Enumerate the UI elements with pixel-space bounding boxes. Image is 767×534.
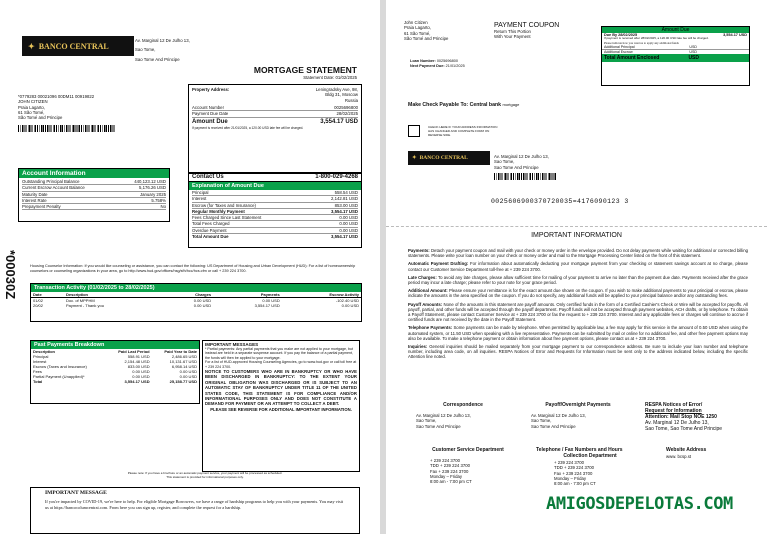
table-cell: Payment - Thank you xyxy=(66,303,104,308)
telephone-hours-block xyxy=(536,447,644,486)
payoff-address xyxy=(523,402,633,429)
phone-line: TDD + 239 224 3700 xyxy=(554,465,595,471)
customer-ref: *0779283 00021096 00DM11 00919822 xyxy=(18,94,95,99)
website-title: Website Address xyxy=(666,447,707,453)
explanation-value: 558.54 USD xyxy=(334,190,358,195)
amount-due-value: 3,554.17 USD xyxy=(320,118,358,125)
property-label: Property Address: xyxy=(192,87,230,92)
bank-address-line: Av. Marginal 12 De Julho 13, xyxy=(135,38,190,43)
website-block xyxy=(666,447,746,459)
explanation-value: 2,142.81 USD xyxy=(331,196,358,202)
past-payments-table xyxy=(31,349,199,384)
info-label: Interest Rate xyxy=(22,197,47,203)
side-code xyxy=(2,250,22,310)
respa-title: Request for Information xyxy=(645,408,702,414)
bankruptcy-notice: NOTICE TO CUSTOMERS WHO ARE IN BANKRUPTCY OR WHO HAVE BEEN DISCHARGED IN BANKRUPTCY: TO THE EXTENT YOUR ORIGINAL OBLIGATION WAS DISCHARGED OR IS SUBJECT TO AN AUTOMATIC STAY OF BANKRUPTCY UNDER TITLE 11 OF THE UNITED STATES CODE, THIS STATEMENT IS FOR COMPLIANCE AND/OR INFORMATIONAL PURPOSES ONLY AND DOES NOT CONSTITUTE A DEMAND FOR PAYMENT OR AN ATTEMPT TO COLLECT A DEBT. xyxy=(205,369,357,407)
customer-address-line: São Tomé and Principe xyxy=(18,115,63,121)
info-heading: Automatic Payment Drafting: xyxy=(408,261,469,267)
phone-line: + 239 224 3700 xyxy=(430,458,460,463)
info-text: To avoid any late charges, please allow sufficient time for mailing of your payment to arrive no later than the payment due date. Payments received after the grace period may incur a late charge; please refer to your note for your grace period. xyxy=(408,274,748,286)
explanation-label: Overdue Payment xyxy=(192,227,227,233)
table-header: Description xyxy=(33,349,56,354)
phone-line: Monday – Friday xyxy=(554,475,587,481)
coupon-subtitle: With Your Payment xyxy=(494,34,531,40)
table-cell: 833.00 USD xyxy=(127,364,150,369)
info-heading: Payments: xyxy=(408,248,430,253)
coupon-page xyxy=(386,0,767,534)
statement-page xyxy=(0,0,380,534)
explanation-label: Interest xyxy=(192,196,207,202)
table-cell: 558.91 USD xyxy=(127,354,150,359)
past-payments-title: Past Payments Breakdown xyxy=(31,341,199,349)
loan-value: 0025696800 xyxy=(436,59,458,63)
coupon-amount-title: Amount Due xyxy=(602,27,749,33)
total-due-label: Total Amount Due xyxy=(192,234,229,240)
account-number-label: Account Number xyxy=(192,105,225,110)
address-line: Av. Marginal 12 De Julho 13, xyxy=(416,413,471,418)
info-text: General inquiries should be mailed separately from your mortgage payment to our correspondence address. Be sure to include your loan number and telephone number, including area code, on all inquiries. RESPA Notices of Error and Requests for Information must be sent only to the address indicated below, including the specific Attention line noted. xyxy=(408,344,748,360)
account-number-value: 0025696800 xyxy=(334,105,358,110)
info-text: Please ensure your remittance is for the exact amount due shown on the coupon. If you wish to make additional payments to your principal or escrow, please indicate the amounts in the area specified on the coupon. If you do not specify, any additional funds will be applied to your principal balance and/or any outstanding fees. xyxy=(408,288,748,299)
phone-line: 8:00 am - 7:00 pm CT xyxy=(430,479,472,485)
explanation-title: Explanation of Amount Due xyxy=(189,182,361,190)
table-cell: 3,554.17 USD xyxy=(124,379,150,384)
additional-label: Additional Escrow xyxy=(604,49,633,54)
postal-barcode xyxy=(18,125,116,132)
account-information-rows xyxy=(19,178,169,211)
property-line: Leningradsky Ave, 98, xyxy=(315,87,358,92)
amount-due-label: Amount Due xyxy=(192,118,228,125)
table-cell: Fees xyxy=(33,369,42,374)
info-title: IMPORTANT INFORMATION xyxy=(531,232,622,239)
correspondence-address xyxy=(408,402,518,429)
table-cell: 2,486.65 USD xyxy=(171,354,197,359)
info-text: For information about automatically deducting your mortgage payment from your checking or statement savings account at no charge, please contact our Customer Service Department toll-free at + 239 224 3700. xyxy=(408,261,748,272)
due-by-amount: 3,554.17 USD xyxy=(723,33,747,37)
phone-title: Collection Department xyxy=(563,453,617,459)
table-header: Payments xyxy=(260,292,280,297)
explanation-value: 0.00 USD xyxy=(339,227,358,233)
phone-line: Fax + 239 224 3700 xyxy=(430,468,469,474)
customer-name: JOHN CITIZEN xyxy=(18,99,48,105)
see-reverse-notice: PLEASE SEE REVERSE FOR ADDITIONAL IMPORTANT INFORMATION. xyxy=(210,406,352,412)
info-value: 5.758% xyxy=(151,197,166,203)
info-value: No xyxy=(160,204,166,210)
table-cell: 6,958.14 USD xyxy=(171,364,197,369)
table-header: Description xyxy=(66,292,89,297)
coupon-other-note: Please indicate how you want us to apply any additional funds xyxy=(604,40,679,45)
statement-title: MORTGAGE STATEMENT xyxy=(253,65,357,75)
bank-name: BANCO CENTRAL xyxy=(38,41,109,51)
property-line: Russia xyxy=(344,97,358,103)
past-payments-box xyxy=(30,340,200,404)
customer-address-line: 61 São Tomé, xyxy=(18,109,45,115)
explanation-label: Principal xyxy=(192,190,209,195)
coupon-address-line: 61 São Tomé, xyxy=(404,30,431,36)
bank-address-line: Sao Tome And Principe xyxy=(135,56,180,62)
info-heading: Payoff Amounts: xyxy=(408,301,443,307)
info-heading: Additional Amount: xyxy=(408,288,448,294)
info-text: Detach your payment coupon and mail with your check or money order in the envelope provided. Do not delay payments while waiting for additional or corrected billing statements. Please write your loan number on your check or money order and mail to the Mortgage Processing Center listed on the front of this statement. xyxy=(408,248,748,259)
address-change-text: CHECK HERE IF YOUR ADDRESS INFORMATION HAS CHANGED AND COMPLETE FORM ON REVERSE SIDE. xyxy=(428,125,498,137)
phone-line: + 239 224 3700 xyxy=(554,460,584,465)
due-date-value: 28/02/2025 xyxy=(336,111,358,117)
coupon-bank-logo xyxy=(408,151,490,165)
table-cell: 25,158.77 USD xyxy=(169,379,197,384)
coupon-bank-address xyxy=(494,154,556,180)
table-cell: Interest xyxy=(33,359,47,364)
transaction-box xyxy=(30,283,362,322)
address-change-checkbox[interactable] xyxy=(408,125,420,137)
account-information-title: Account Information xyxy=(19,169,169,178)
info-value: 440,123.12 USD xyxy=(134,179,166,184)
coupon-header xyxy=(494,22,559,40)
footnote: Please note: If you have a brochure or an automatic payment service, your payment will be processed as scheduled. xyxy=(127,471,283,475)
address-line: Sao Tome And Principe xyxy=(531,423,576,429)
footnotes xyxy=(60,472,350,479)
table-cell: Principal xyxy=(33,354,49,359)
explanation-box xyxy=(188,172,362,248)
explanation-value: 0.00 USD xyxy=(339,221,358,227)
next-due-label: Next Payment Due: xyxy=(410,64,445,69)
important-messages-title: IMPORTANT MESSAGES xyxy=(205,342,259,347)
table-cell: 0.00 USD xyxy=(262,298,280,303)
bank-emblem-icon: ✦ xyxy=(28,41,35,51)
bank-address xyxy=(135,38,190,62)
respa-address xyxy=(645,402,749,432)
coupon-address-line: Praia Lagarto, xyxy=(404,25,431,31)
phone-line: TDD + 239 224 3700 xyxy=(430,463,471,469)
watermark-text: AMIGOSDEPELOTAS.COM xyxy=(546,494,733,514)
table-row xyxy=(31,303,361,308)
important-messages-box xyxy=(202,340,360,472)
phone-title: Customer Service Department xyxy=(432,447,504,453)
additional-unit: USD xyxy=(689,44,697,49)
info-label: Prepayment Penalty xyxy=(22,204,61,210)
explanation-rows xyxy=(189,190,361,239)
address-line: Sao Tome, xyxy=(416,418,437,424)
statement-date: Statement Date: 01/02/2025 xyxy=(303,75,357,80)
transaction-table xyxy=(31,292,361,308)
check-payable-label: Make Check Payable To: Central bank xyxy=(408,102,502,108)
due-date-label: Payment Due Date xyxy=(192,111,229,117)
info-heading: Telephone Payments: xyxy=(408,325,453,331)
property-line: Bldg 31, Moscow xyxy=(325,92,358,98)
micr-line: 0025606900370720035=4176090123 3 xyxy=(491,198,629,205)
total-due-value: 3,554.17 USD xyxy=(331,234,358,240)
table-cell: 0.00 USD xyxy=(179,369,197,374)
table-header: Escrow Activity xyxy=(329,292,359,297)
check-payable xyxy=(408,102,519,108)
table-header: Charges xyxy=(195,292,212,297)
transaction-title: Transaction Activity (01/02/2025 to 28/02/2025) xyxy=(31,284,361,292)
coupon-title: PAYMENT COUPON xyxy=(494,22,560,29)
info-text: None of the amounts in this statement are payoff amounts. Only certified funds in the form of a Certified Cashier's Check or Wire will be accepted for payoffs. All payoff, partial, and other funds will be accepted through the payoff department. Payoff funds will not be accepted through payment websites, ACH drafts, or by telephone. To obtain a Payoff Statement, please contact Customer Service at + 239 224 3700 or fax the request to + 239 224 3700. Interest and any applicable fees or charges will continue to accrue if certified funds are not received by the date in the Payoff Statement. xyxy=(408,301,748,323)
loan-info xyxy=(410,59,465,70)
bottom-message-box xyxy=(30,487,360,534)
addresses-row xyxy=(408,402,748,446)
side-code-text: *00030Z xyxy=(3,250,18,300)
table-cell: 01/02 xyxy=(33,298,44,303)
message-paragraph: * Partial payments: Any partial payments that you make are not applied to your mortgage, but instead are held in a separate suspense account. If you pay the balance of a partial payment, the funds will then be applied to your mortgage. xyxy=(205,347,354,360)
coupon-subtitle: Return This Portion xyxy=(494,29,531,34)
explanation-value: 0.00 USD xyxy=(339,215,358,221)
table-row xyxy=(31,379,199,384)
coupon-late-note: If payment is received after 28/02/2025, a 120.00 USD late fee will be charged. xyxy=(604,36,709,40)
info-label: Current Escrow Account Balance xyxy=(22,185,85,191)
table-cell: 0.00 USD xyxy=(193,298,212,303)
footnote: This statement is provided for informational purposes only. xyxy=(166,474,244,479)
table-cell: -102.40 USD xyxy=(335,298,359,303)
coupon-address-line: São Tomé and Principe xyxy=(404,35,449,41)
housing-counselor-text: Housing Counselor Information: If you would like counseling or assistance, you can contact the following: US Department of Housing and Urban Development (HUD): For a list of homeownership counselors or counseling organizations in your area, go to http://www.hud.gov/offices/hsg/sfh/hcc/hcs.cfm or call + 239 224 3700. xyxy=(30,264,356,273)
address-line: Av. Marginal 12 De Julho 13, xyxy=(645,420,709,426)
table-cell: 0.00 USD xyxy=(341,303,359,308)
coupon-name: John Citizen xyxy=(404,20,428,25)
explanation-label: Total Fees Charged xyxy=(192,221,230,227)
table-header: Paid Year to Date xyxy=(164,349,197,354)
bank-address-line: Sao Tome, xyxy=(494,159,515,165)
info-label: Outstanding Principal Balance xyxy=(22,179,80,184)
info-value: January 2025 xyxy=(139,191,166,197)
additional-label: Additional Principal xyxy=(604,44,635,49)
explanation-label: Fees Charged Since Last Statement xyxy=(192,215,262,221)
due-by-label: Due By 28/02/2025 xyxy=(604,33,638,37)
table-cell: 0.00 USD xyxy=(179,374,197,379)
address-title: Payoff/Overnight Payments xyxy=(545,402,611,408)
total-enclosed-unit: USD xyxy=(688,54,699,61)
bank-address-line: Av. Marginal 12 De Julho 13, xyxy=(494,154,549,159)
address-line: Sao Tome, Sao Tome And Principe xyxy=(645,426,723,432)
contact-label: Contact Us xyxy=(192,174,224,180)
coupon-amount-box xyxy=(601,26,750,86)
table-header: Date xyxy=(33,292,42,297)
info-label: Maturity Date xyxy=(22,191,48,197)
phone-line: Monday – Friday xyxy=(430,473,463,479)
statement-header xyxy=(232,65,357,80)
bank-emblem-icon: ✦ xyxy=(412,155,417,161)
divider xyxy=(386,226,767,227)
contact-phone: 1-800-029-4268 xyxy=(315,174,358,180)
account-information-box xyxy=(18,168,170,222)
table-cell: 0.00 USD xyxy=(193,303,212,308)
phone-line: 8:00 am - 7:00 pm CT xyxy=(554,481,596,487)
total-enclosed-label: Total Amount Enclosed xyxy=(604,54,660,61)
coupon-customer xyxy=(404,20,448,41)
website-link[interactable]: www. bcsp.st xyxy=(666,454,692,459)
bank-logo xyxy=(22,36,134,56)
table-header: Paid Last Period xyxy=(118,349,150,354)
customer-address-line: Praia Lagarto, xyxy=(18,104,45,110)
explanation-label: Escrow (for Taxes and Insurance) xyxy=(192,202,256,208)
table-cell: 3,554.17 USD xyxy=(254,303,280,308)
table-cell: 0.00 USD xyxy=(132,374,150,379)
check-payable-tail: mortgage xyxy=(502,102,520,107)
table-cell: Partial Payment (Unapplied)* xyxy=(33,374,85,379)
account-rows xyxy=(192,105,358,130)
postal-barcode xyxy=(494,173,556,180)
address-line: Sao Tome, xyxy=(531,418,552,424)
address-line: Av. Marginal 12 De Julho 13, xyxy=(531,413,586,418)
info-heading: Late Charges: xyxy=(408,274,437,280)
customer-block xyxy=(18,94,116,132)
table-cell: Doc. of MPPHM xyxy=(66,298,95,303)
respa-title: RESPA Notices of Error/ xyxy=(645,402,703,408)
respa-attention: Attention: Mail Stop NOE 1250 xyxy=(645,414,717,420)
bottom-message-title: IMPORTANT MESSAGE xyxy=(45,490,107,496)
late-fee-note: If payment is received after 21/01/2025, a 120.00 USD late fee will be charged. xyxy=(192,125,304,130)
address-line: Sao Tome And Principe xyxy=(416,423,461,429)
regular-payment-value: 3,554.17 USD xyxy=(331,208,358,214)
table-cell: Total xyxy=(33,379,43,384)
address-title: Correspondence xyxy=(443,402,483,408)
bottom-message-text: If you're impacted by COVID-19, we're here to help. For eligible Mortgage Borrowers, we have a range of hardship programs to help you with your payments. You may visit us at https://bancocolumcentrai.com. From here you can sign up, register, and complete the request for a hardship. xyxy=(45,499,344,510)
info-value: 5,176.26 USD xyxy=(139,185,166,191)
customer-service-block xyxy=(408,447,528,484)
table-cell: 0.00 USD xyxy=(132,369,150,374)
bank-address-line: Sao Tome And Principe xyxy=(494,164,539,170)
table-cell: 20/02 xyxy=(33,303,44,308)
info-heading: Inquiries: xyxy=(408,344,428,350)
table-cell: Escrow (Taxes and Insurance) xyxy=(33,364,87,369)
table-cell: 2,154.48 USD xyxy=(124,359,150,364)
regular-payment-label: Regular Monthly Payment xyxy=(192,208,245,214)
account-summary-box xyxy=(188,84,362,174)
info-text: Some payments can be made by telephone. When permitted by applicable law, a fee may apply for this service in the amount of 0.50 USD when using the automated system, or 11.50 USD when speaking with a live representative. Payments can be submitted by mail or online for no additional fee, and other free payment options may also be available. To make a telephone payment or obtain information about free payment options, please contact us at + 239 224 3700. xyxy=(408,325,748,341)
table-cell: 10,131.67 USD xyxy=(169,359,197,364)
next-due-value: 21/01/2025 xyxy=(445,64,465,69)
info-paragraphs xyxy=(408,248,748,360)
contact-row xyxy=(189,173,361,182)
bank-name: BANCO CENTRAL xyxy=(419,155,468,161)
bank-address-line: Sao Tome, xyxy=(135,47,156,53)
loan-label: Loan Number: xyxy=(410,59,436,63)
property-address xyxy=(284,87,358,103)
phone-title: Telephone / Fax Numbers and Hours xyxy=(536,447,623,453)
phone-line: Fax + 239 224 3700 xyxy=(554,470,593,476)
message-paragraph: For a list of HUD-approved Housing Counseling Agencies, go to www.hud.gov or call toll free at + 239 224 3700. xyxy=(205,360,357,369)
explanation-value: 853.00 USD xyxy=(334,202,358,208)
additional-unit: USD xyxy=(689,49,697,54)
